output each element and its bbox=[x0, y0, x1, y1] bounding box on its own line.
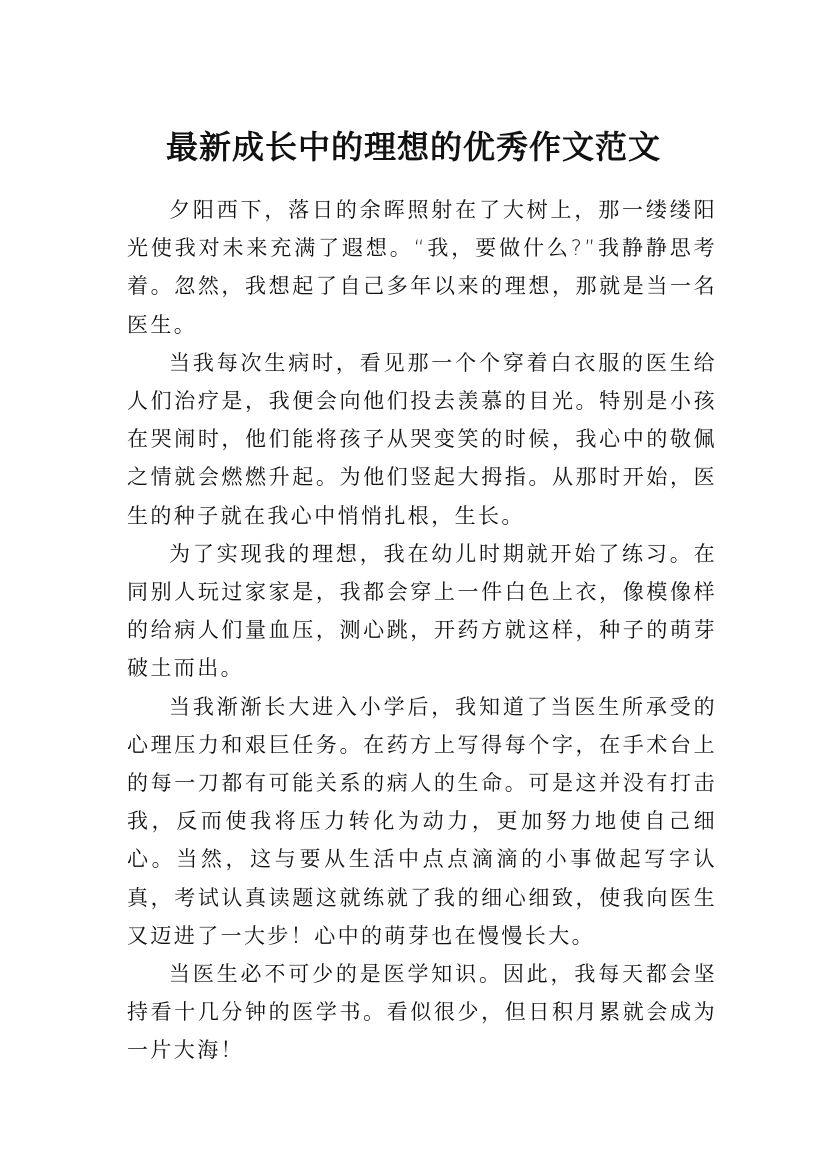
paragraph-4: 当我渐渐长大进入小学后，我知道了当医生所承受的心理压力和艰巨任务。在药方上写得每个字，在手术台上的每一刀都有可能关系的病人的生命。可是这并没有打击我，反而使我将压力转化为动力，更加努力地使自己细心。当然，这与要从生活中点点滴滴的小事做起写字认真，考试认真读题这就练就了我的细心细致，使我向医生又迈进了一大步！心中的萌芽也在慢慢长大。 bbox=[127, 694, 717, 948]
paragraph-2: 当我每次生病时，看见那一个个穿着白衣服的医生给人们治疗是，我便会向他们投去羡慕的目光。特别是小孩在哭闹时，他们能将孩子从哭变笑的时候，我心中的敬佩之情就会燃燃升起。为他们竖起大拇指。从那时开始，医生的种子就在我心中悄悄扎根，生长。 bbox=[127, 350, 717, 528]
paragraph-3: 为了实现我的理想，我在幼儿时期就开始了练习。在同别人玩过家家是，我都会穿上一件白色上衣，像模像样的给病人们量血压，测心跳，开药方就这样，种子的萌芽破土而出。 bbox=[127, 541, 717, 681]
document-body bbox=[127, 191, 717, 1070]
paragraph-5: 当医生必不可少的是医学知识。因此，我每天都会坚持看十几分钟的医学书。看似很少，但日积月累就会成为一片大海！ bbox=[127, 962, 717, 1063]
document-title: 最新成长中的理想的优秀作文范文 bbox=[165, 128, 661, 167]
paragraph-1: 夕阳西下，落日的余晖照射在了大树上，那一缕缕阳光使我对未来充满了遐想。“我，要做什么?”我静静思考着。忽然，我想起了自己多年以来的理想，那就是当一名医生。 bbox=[127, 198, 717, 337]
